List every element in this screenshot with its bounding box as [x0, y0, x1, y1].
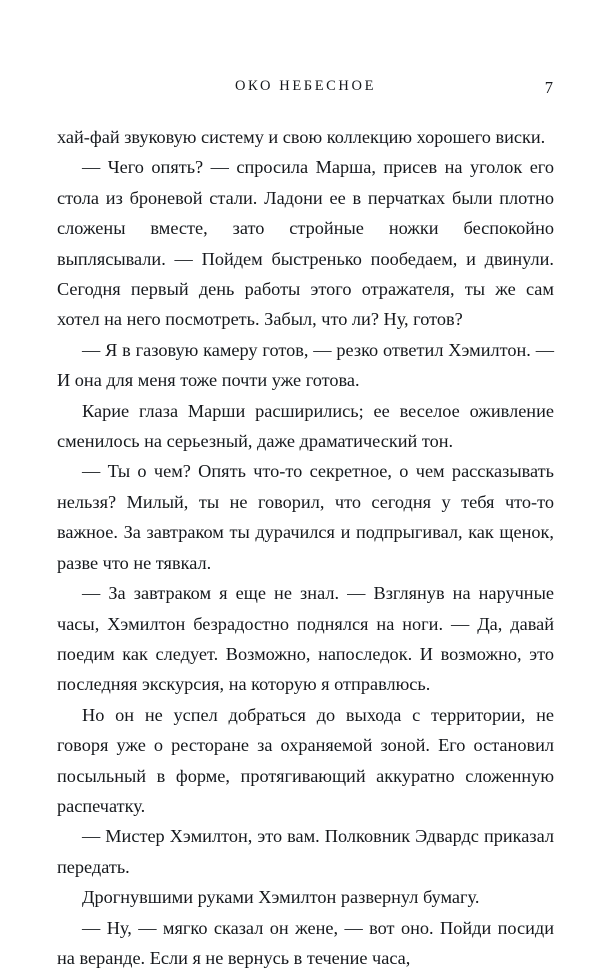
paragraph: Но он не успел добраться до выхода с территории, не говоря уже о ресторане за охраняемой зоной. Его остановил посыльный в форме, протягивающий аккуратно сложенную распечатку. [57, 704, 554, 816]
paragraph: — Мистер Хэмилтон, это вам. Полковник Эдвардс приказал передать. [57, 826, 554, 877]
running-head [58, 78, 553, 98]
paragraph: — За завтраком я еще не знал. — Взглянув на наручные часы, Хэмилтон безрадостно поднялся на ноги. — Да, давай поедим как следует. Возможно, напоследок. И возможно, это последняя экскурсия, на которую я отправлюсь. [57, 583, 554, 695]
running-head-title: ОКО НЕБЕСНОЕ [234, 78, 377, 94]
paragraph: Карие глаза Марши расширились; ее веселое оживление сменилось на серьезный, даже драматический тон. [57, 400, 554, 452]
paragraph: — Ну, — мягко сказал он жене, — вот оно. Пойди посиди на веранде. Если я не вернусь в течение часа, [57, 917, 554, 968]
page-number: 7 [544, 78, 553, 97]
body-text [57, 122, 554, 973]
paragraph: — Ты о чем? Опять что-то секретное, о чем рассказывать нельзя? Милый, ты не говорил, что сегодня у тебя что-то важное. За завтраком ты дурачился и подпрыгивал, как щенок, разве что не тявкал. [57, 461, 554, 573]
paragraph: — Чего опять? — спросила Марша, присев на уголок его стола из броневой стали. Ладони ее в перчатках были плотно сложены вместе, зато стройные ножки беспокойно выплясывали. — Пойдем быстренько пообедаем, и двинули. Сегодня первый день работы этого отражателя, ты же сам хотел на него посмотреть. Забыл, что ли? Ну, готов? [57, 157, 554, 330]
paragraph: Дрогнувшими руками Хэмилтон развернул бумагу. [82, 887, 480, 908]
paragraph: — Я в газовую камеру готов, — резко ответил Хэмилтон. — И она для меня тоже почти уже готова. [57, 339, 554, 391]
paragraph: хай-фай звуковую систему и свою коллекцию хорошего виски. [57, 127, 546, 147]
